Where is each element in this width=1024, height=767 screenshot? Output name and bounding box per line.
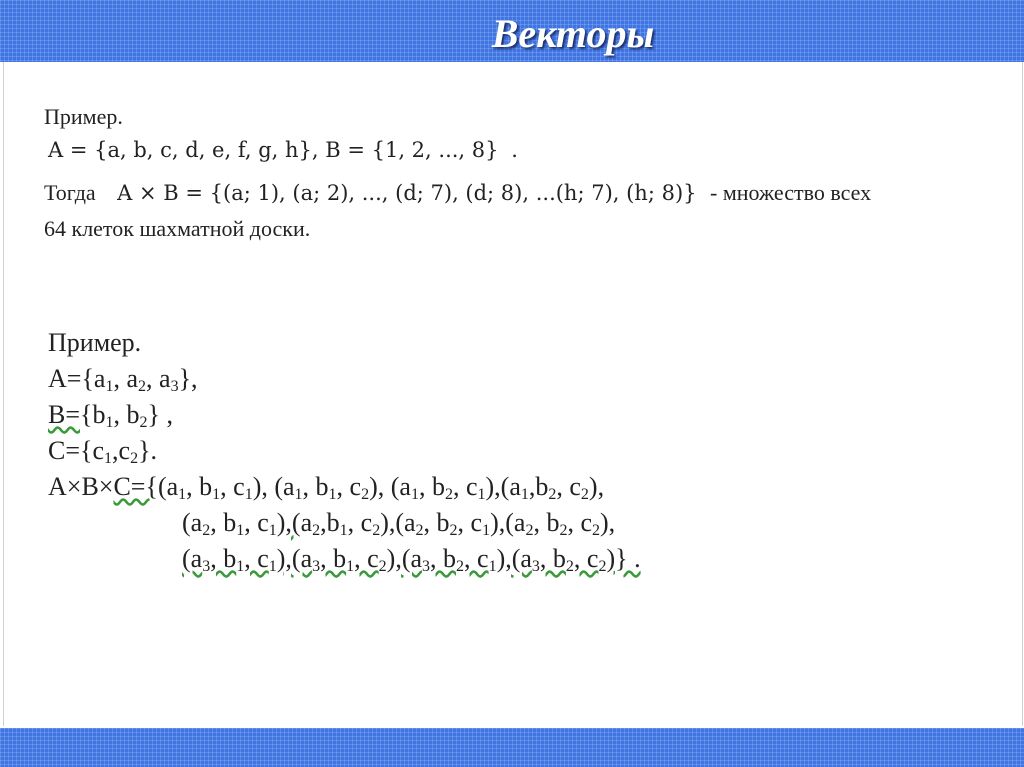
- set-a-definition: $A=\{a_1$, $a_2$, $a_3$},: [48, 364, 198, 395]
- product-description: - множество всех: [710, 180, 872, 205]
- example-1-heading: Пример.: [44, 104, 123, 129]
- sets-separator: ,: [311, 138, 326, 162]
- example-2-heading: Пример.: [48, 328, 142, 357]
- product-line-1: $A\times B\times C=\{(a_1$, $b_1$, $c_1$), ($a_1$, $b_1$, $c_2$), ($a_1$, $b_2$, $c_1),(a_1,b_2$, $c_2$),: [48, 472, 605, 503]
- set-a-formula: A = {a, b, c, d, e, f, g, h}: [48, 138, 312, 162]
- set-b-definition: $B=\{b_1$, $b_2$} ,: [48, 400, 173, 431]
- example-1-sets: [48, 138, 518, 162]
- then-label: Тогда: [44, 180, 96, 205]
- example-1-description: 64 клеток шахматной доски.: [44, 216, 311, 241]
- product-line-3: ($a_3$, $b_1$, $c_1),(a_3$, $b_1$, $c_2),(a_3$, $b_2$, $c_1),(a_3$, $b_2$, $c_2$)} .: [182, 544, 641, 575]
- set-c-definition: $C=\{c_1,c_2\}$.: [48, 436, 158, 467]
- sets-period: .: [511, 138, 518, 162]
- cartesian-product-formula: A × B = {(a; 1), (a; 2), ..., (d; 7), (d; 8), ...(h; 7), (h; 8)}: [117, 181, 697, 205]
- product-line-2: ($a_2$, $b_1$, $c_1),(a_2,b_1$, $c_2),(a_2$, $b_2$, $c_1),(a_2$, $b_2$, $c_2$),: [182, 508, 616, 539]
- slide-title: Векторы: [491, 11, 655, 56]
- set-b-formula: B = {1, 2, ..., 8}: [325, 138, 499, 162]
- bottom-banner: [0, 728, 1024, 767]
- example-1-product-line: [44, 180, 871, 206]
